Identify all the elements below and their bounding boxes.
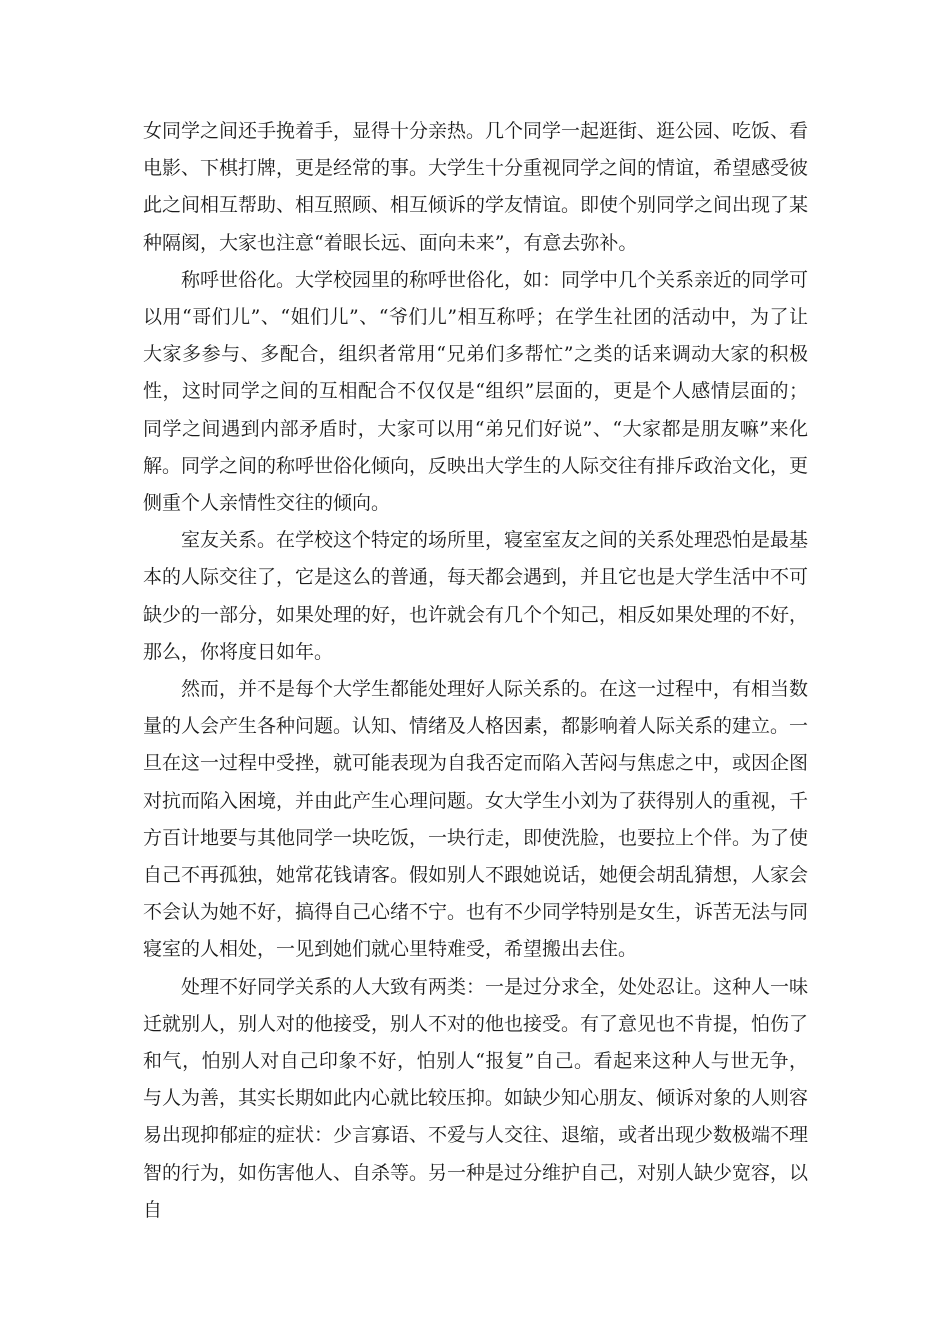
paragraph-two-types: 处理不好同学关系的人大致有两类：一是过分求全，处处忍让。这种人一味迁就别人，别人对的他接受，别人不对的他也接受。有了意见也不肯提，怕伤了和气，怕别人对自己印象不好，怕别人“报复”自己。看起来这种人与世无争，与人为善，其实长期如此内心就比较压抑。如缺少知心朋友、倾诉对象的人则容易出现抑郁症的症状：少言寡语、不爱与人交往、退缩，或者出现少数极端不理智的行为，如伤害他人、自杀等。另一种是过分维护自己，对别人缺少宽容，以自 [143, 975, 809, 1221]
paragraph-relationship-problems: 然而，并不是每个大学生都能处理好人际关系的。在这一过程中，有相当数量的人会产生各种问题。认知、情绪及人格因素，都影响着人际关系的建立。一旦在这一过程中受挫，就可能表现为自我否定而陷入苦闷与焦虑之中，或因企图对抗而陷入困境，并由此产生心理问题。女大学生小刘为了获得别人的重视，千方百计地要与其他同学一块吃饭，一块行走，即使洗脸，也要拉上个伴。为了使自己不再孤独，她常花钱请客。假如别人不跟她说话，她便会胡乱猜想，人家会不会认为她不好，搞得自己心绪不宁。也有不少同学特别是女生，诉苦无法与同寝室的人相处，一见到她们就心里特难受，希望搬出去住。 [143, 678, 809, 961]
paragraph-nickname-secularization: 称呼世俗化。大学校园里的称呼世俗化，如：同学中几个关系亲近的同学可以用“哥们儿”、“姐们儿”、“爷们儿”相互称呼；在学生社团的活动中，为了让大家多参与、多配合，组织者常用“兄弟们多帮忙”之类的话来调动大家的积极性，这时同学之间的互相配合不仅仅是“组织”层面的，更是个人感情层面的；同学之间遇到内部矛盾时，大家可以用“弟兄们好说”、“大家都是朋友嘛”来化解。同学之间的称呼世俗化倾向，反映出大学生的人际交往有排斥政治文化，更侧重个人亲情性交往的倾向。 [143, 268, 809, 515]
document-body [143, 113, 808, 1229]
paragraph-continuation: 女同学之间还手挽着手，显得十分亲热。几个同学一起逛街、逛公园、吃饭、看电影、下棋打牌，更是经常的事。大学生十分重视同学之间的情谊，希望感受彼此之间相互帮助、相互照顾、相互倾诉的学友情谊。即使个别同学之间出现了某种隔阂，大家也注意“着眼长远、面向未来”，有意去弥补。 [143, 120, 809, 254]
paragraph-roommate-relations: 室友关系。在学校这个特定的场所里，寝室室友之间的关系处理恐怕是最基本的人际交往了，它是这么的普通，每天都会遇到，并且它也是大学生活中不可缺少的一部分，如果处理的好，也许就会有几个个知己，相反如果处理的不好，那么，你将度日如年。 [143, 529, 809, 663]
